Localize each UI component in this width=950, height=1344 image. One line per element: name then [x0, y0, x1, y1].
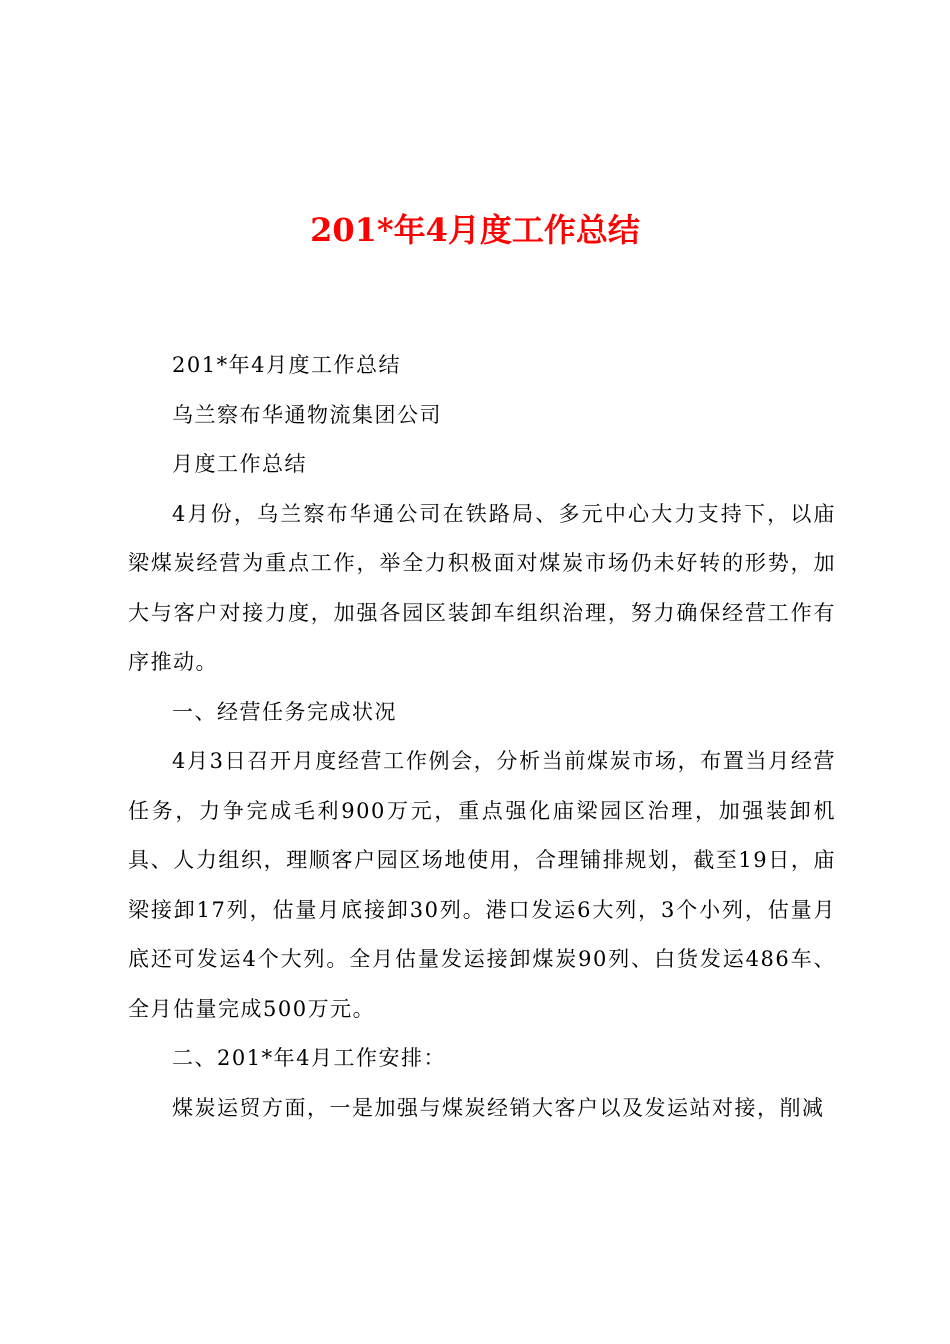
- section-1-paragraph: 4月3日召开月度经营工作例会，分析当前煤炭市场，布置当月经营任务，力争完成毛利900万元，重点强化庙梁园区治理，加强装卸机具、人力组织，理顺客户园区场地使用，合理铺排规划，截至19日，庙梁接卸17列，估量月底接卸30列。港口发运6大列，3个小列，估量月底还可发运4个大列。全月估量发运接卸煤炭90列、白货发运486车、全月估量完成500万元。: [128, 749, 836, 1021]
- document-body: [128, 341, 836, 1133]
- document-title: 201*年4月度工作总结: [310, 211, 640, 249]
- company-name: 乌兰察布华通物流集团公司: [172, 402, 442, 427]
- section-heading-1: 一、经营任务完成状况: [172, 699, 397, 724]
- intro-paragraph: 4月份，乌兰察布华通公司在铁路局、多元中心大力支持下，以庙梁煤炭经营为重点工作，举全力积极面对煤炭市场仍未好转的形势，加大与客户对接力度，加强各园区装卸车组织治理，努力确保经营工作有序推动。: [128, 501, 836, 674]
- body-heading: 201*年4月度工作总结: [172, 353, 401, 377]
- summary-label: 月度工作总结: [172, 452, 307, 476]
- section-heading-2: 二、201*年4月工作安排：: [172, 1046, 446, 1070]
- section-2-paragraph: 煤炭运贸方面，一是加强与煤炭经销大客户以及发运站对接，削减: [172, 1095, 825, 1120]
